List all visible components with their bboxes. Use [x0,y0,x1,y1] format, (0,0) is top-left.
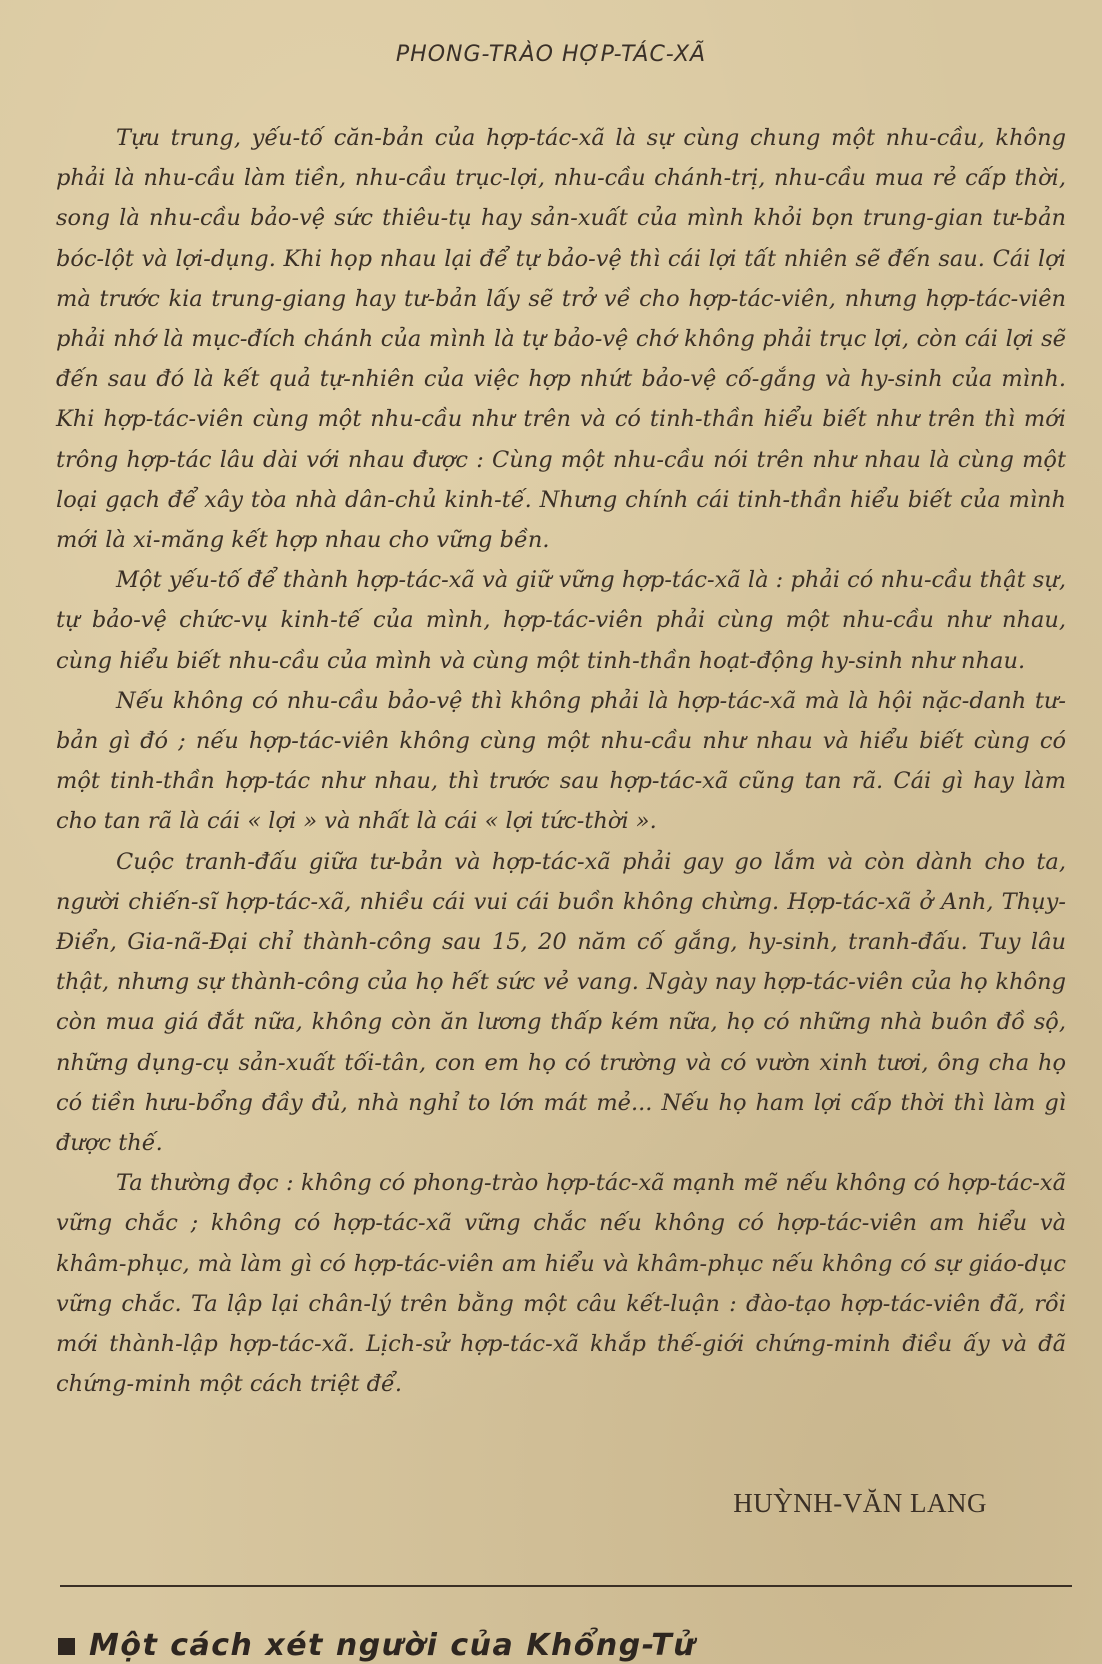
paragraph: Cuộc tranh-đấu giữa tư-bản và hợp-tác-xã phải gay go lắm và còn dành cho ta, người chiến-sĩ hợp-tác-xã, nhiều cái vui cái buồn không chừng. Hợp-tác-xã ở Anh, Thụy-Điển, Gia-nã-Đại chỉ thành-công sau 15, 20 năm cố gắng, hy-sinh, tranh-đấu. Tuy lâu thật, nhưng sự thành-công của họ hết sức vẻ vang. Ngày nay hợp-tác-viên của họ không còn mua giá đắt nữa, không còn ăn lương thấp kém nữa, họ có những nhà buôn đồ sộ, những dụng-cụ sản-xuất tối-tân, con em họ có trường và có vườn xinh tươi, ông cha họ có tiền hưu-bổng đầy đủ, nhà nghỉ to lớn mát mẻ... Nếu họ ham lợi cấp thời thì làm gì được thế. [56,848,1066,1157]
paragraph: Một yếu-tố để thành hợp-tác-xã và giữ vững hợp-tác-xã là : phải có nhu-cầu thật sự, tự bảo-vệ chức-vụ kinh-tế của mình, hợp-tác-viên phải cùng một nhu-cầu như nhau, cùng hiểu biết nhu-cầu của mình và cùng một tinh-thần hoạt-động hy-sinh như nhau. [56,567,1066,674]
paragraph: Ta thường đọc : không có phong-trào hợp-tác-xã mạnh mẽ nếu không có hợp-tác-xã vững chắc ; không có hợp-tác-xã vững chắc nếu không có hợp-tác-viên am hiểu và khâm-phục, mà làm gì có hợp-tác-viên am hiểu và khâm-phục nếu không có sự giáo-dục vững chắc. Ta lập lại chân-lý trên bằng một câu kết-luận : đào-tạo hợp-tác-viên đã, rồi mới thành-lập hợp-tác-xã. Lịch-sử hợp-tác-xã khắp thế-giới chứng-minh điều ấy và đã chứng-minh một cách triệt để. [56,1170,1066,1398]
paragraph: Nếu không có nhu-cầu bảo-vệ thì không phải là hợp-tác-xã mà là hội nặc-danh tư-bản gì đó ; nếu hợp-tác-viên không cùng một nhu-cầu như nhau và hiểu biết cùng có một tinh-thần hợp-tác như nhau, thì trước sau hợp-tác-xã cũng tan rã. Cái gì hay làm cho tan rã là cái « lợi » và nhất là cái « lợi tức-thời ». [56,687,1066,835]
next-section-heading [58,1628,696,1663]
paragraph: Tựu trung, yếu-tố căn-bản của hợp-tác-xã là sự cùng chung một nhu-cầu, không phải là nhu-cầu làm tiền, nhu-cầu trục-lợi, nhu-cầu chánh-trị, nhu-cầu mua rẻ cấp thời, song là nhu-cầu bảo-vệ sức thiêu-tụ hay sản-xuất của mình khỏi bọn trung-gian tư-bản bóc-lột và lợi-dụng. Khi họp nhau lại để tự bảo-vệ thì cái lợi tất nhiên sẽ đến sau. Cái lợi mà trước kia trung-giang hay tư-bản lấy sẽ trở về cho hợp-tác-viên, nhưng hợp-tác-viên phải nhớ là mục-đích chánh của mình là tự bảo-vệ chớ không phải trục lợi, còn cái lợi sẽ đến sau đó là kết quả tự-nhiên của việc hợp nhứt bảo-vệ cố-gắng và hy-sinh của mình. Khi hợp-tác-viên cùng một nhu-cầu như trên và có tinh-thần hiểu biết như trên thì mới trông hợp-tác lâu dài với nhau được : Cùng một nhu-cầu nói trên như nhau là cùng một loại gạch để xây tòa nhà dân-chủ kinh-tế. Nhưng chính cái tinh-thần hiểu biết của mình mới là xi-măng kết hợp nhau cho vững bền. [56,125,1066,554]
square-bullet-icon [58,1638,75,1655]
section-divider [60,1585,1072,1587]
next-section-title: Một cách xét người của Khổng-Tử [89,1628,697,1663]
article-body [56,118,1066,1405]
running-header: PHONG-TRÀO HỢP-TÁC-XÃ [395,42,707,67]
author-signature: HUỲNH-VĂN LANG [733,1488,987,1518]
